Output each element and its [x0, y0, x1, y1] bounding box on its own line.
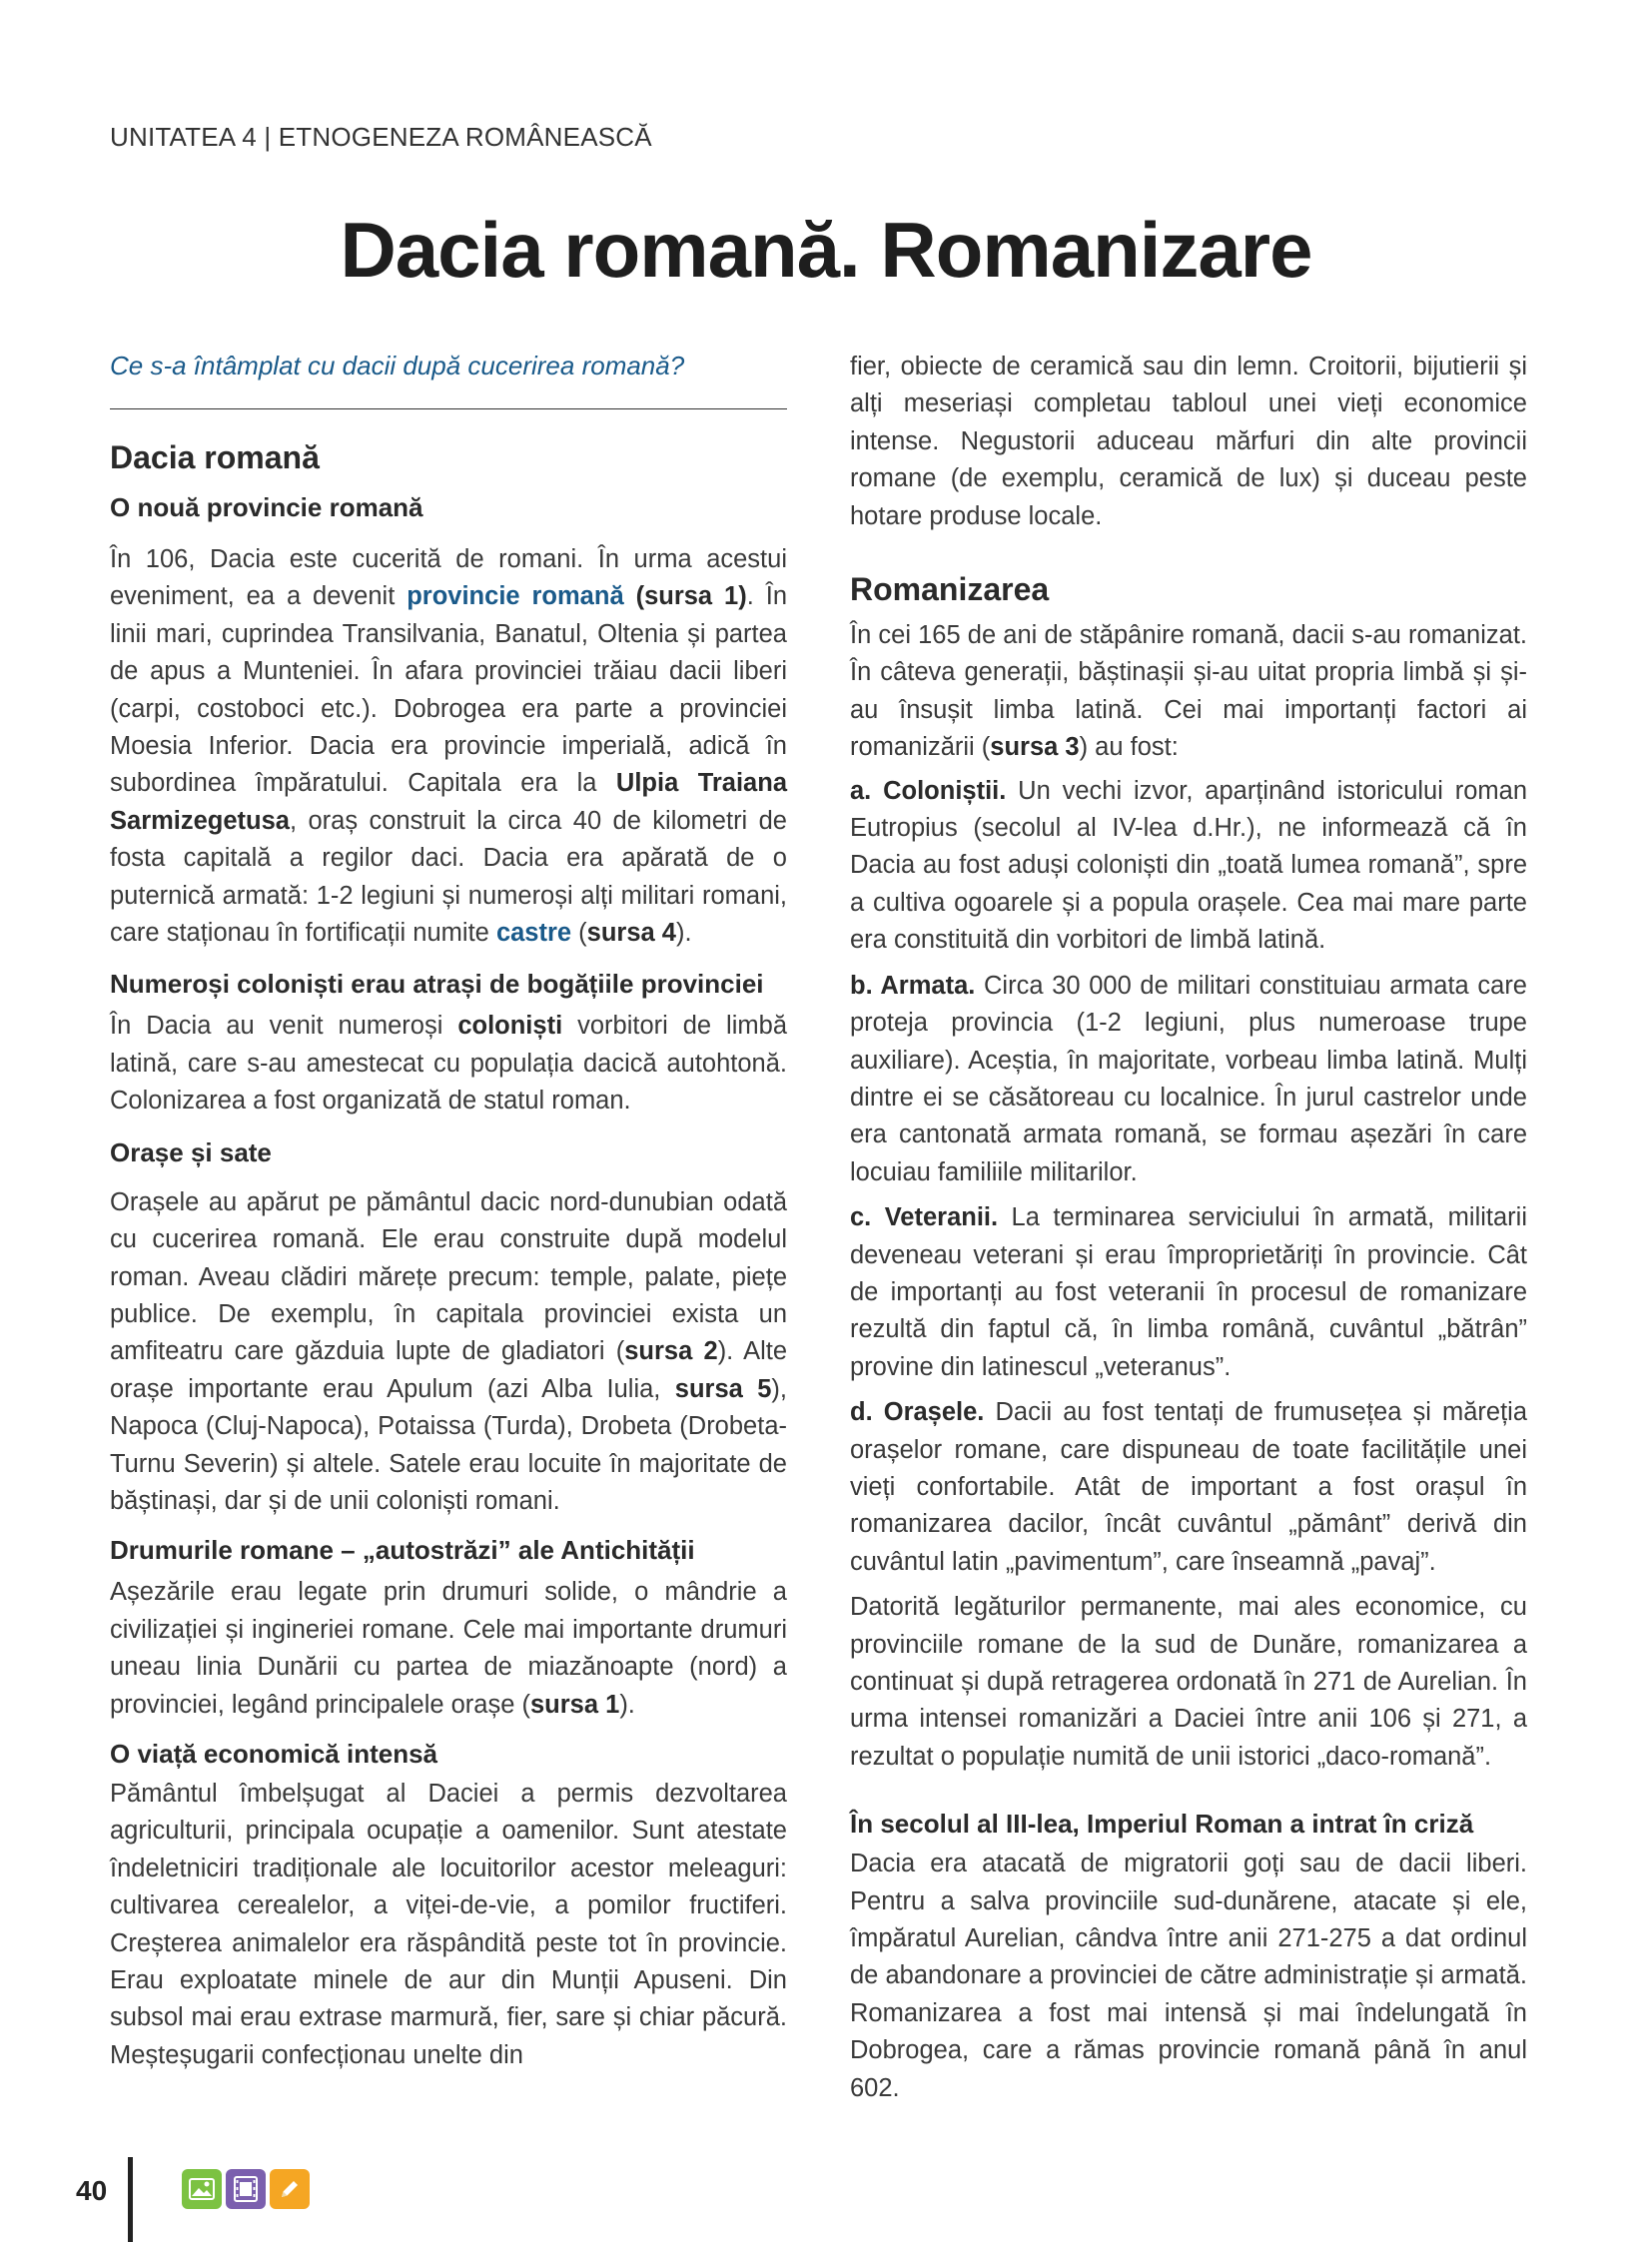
subheading-drumuri: Drumurile romane – „autostrăzi” ale Antichității — [110, 1535, 695, 1566]
left-column — [110, 348, 787, 2074]
subheading-provincie: O nouă provincie romană — [110, 492, 423, 522]
unit-header: UNITATEA 4 | ETNOGENEZA ROMÂNEASCĂ — [110, 122, 652, 152]
factor-label: d. Orașele. — [850, 1398, 985, 1427]
pencil-icon[interactable] — [270, 2169, 310, 2209]
image-icon[interactable] — [182, 2169, 222, 2209]
film-icon[interactable] — [226, 2169, 266, 2209]
right-column — [850, 349, 1527, 2107]
paragraph-drumuri: Așezările erau legate prin drumuri solide, o mândrie a civilizației și ingineriei romane. Cele mai importante drumuri uneau linia Dunării cu partea de miazănoapte (nord) a provinciei, legând principalele orașe (sursa 1). — [110, 1578, 787, 1719]
term-capital: Ulpia Traiana Sarmizegetusa — [110, 769, 787, 835]
term-provincie-romana: provincie romană — [407, 582, 624, 611]
factor-label: b. Armata. — [850, 971, 976, 1000]
page-title: Dacia romană. Romanizare — [340, 206, 1312, 294]
subheading-orase: Orașe și sate — [110, 1136, 272, 1167]
term-colonisti: coloniști — [457, 1012, 563, 1041]
paragraph-colonisti: În Dacia au venit numeroși coloniști vorbitori de limbă latină, care s-au amestecat cu populația dacică autohtonă. Colonizarea a fost organizată de statul roman. — [110, 1012, 787, 1116]
paragraph-provincie: În 106, Dacia este cucerită de romani. În urma acestui eveniment, ea a devenit provincie romană (sursa 1). În linii mari, cuprindea Transilvania, Banatul, Oltenia și partea de apus a Munteniei. În afara provinciei trăiau dacii liberi (carpi, costoboci etc.). Dobrogea era parte a provinciei Moesia Inferior. Dacia era provincie imperială, adică în subordinea împăratului. Capitala era la Ulpia Traiana Sarmizegetusa, oraș construit la circa 40 de kilometri de fosta capitală a regilor daci. Dacia era apărată de o puternică armată: 1-2 legiuni și numeroși alți militari romani, care staționau în fortificații numite castre (sursa 4). — [110, 545, 787, 948]
section-heading-romanizarea: Romanizarea — [850, 571, 1050, 608]
guiding-question: Ce s-a întâmplat cu dacii după cucerirea romană? — [110, 348, 787, 409]
paragraph-romanizare-intro: În cei 165 de ani de stăpânire romană, dacii s-au romanizat. În câteva generații, băștinașii și-au uitat propria limbă și și-au însușit limba latină. Cei mai importanți factori ai romanizării (sursa 3) au fost: — [850, 621, 1527, 762]
factor-armata: b. Armata. Circa 30 000 de militari constituiau armata care proteja provincia (1-2 legiuni, plus numeroase trupe auxiliare). Aceștia, în majoritate, vorbeau limba latină. Mulți dintre ei se căsătoreau cu localnice. În jurul castrelor unde era cantonată armata romană, se formau așezări în care locuiau familiile militarilor. — [850, 971, 1527, 1186]
paragraph-economie: Pământul îmbelșugat al Daciei a permis dezvoltarea agriculturii, principala ocupație a oamenilor. Sunt atestate îndeletniciri tradiționale ale locuitorilor acestor meleaguri: cultivarea cerealelor, a viței-de-vie, a pomilor fructiferi. Creșterea animalelor era răspândită peste tot în provincie. Erau exploatate minele de aur din Munții Apuseni. Din subsol mai erau extrase marmură, fier, sare și chiar păcură. Meșteșugarii confecționau unelte din — [110, 1779, 787, 2069]
factor-colonistii: a. Coloniștii. Un vechi izvor, aparținând istoricului roman Eutropius (secolul al IV-lea d.Hr.), ne informează că în Dacia au fost aduși coloniști din „toată lumea romană”, spre a cultiva ogoarele și a popula orașele. Cea mai mare parte era constituită din vorbitori de limbă latină. — [850, 776, 1528, 955]
page-number: 40 — [76, 2175, 108, 2206]
source-ref: sursa 2 — [624, 1337, 718, 1366]
subheading-economie: O viață economică intensă — [110, 1738, 438, 1769]
paragraph-criza: Dacia era atacată de migratorii goți sau de dacii liberi. Pentru a salva provinciile sud-dunărene, atacate și ele, împăratul Aurelian, cândva între anii 271-275 a dat ordinul de abandonare a provinciei de către administrație și armată. Romanizarea a fost mai intensă și mai îndelungată în Dobrogea, care a rămas provincie romană până în anul 602. — [850, 1850, 1527, 2102]
source-ref: (sursa 1) — [635, 582, 747, 611]
term-castre: castre — [495, 919, 572, 948]
factor-label: c. Veteranii. — [850, 1203, 999, 1232]
paragraph-orase: Orașele au apărut pe pământul dacic nord-dunubian odată cu cucerirea romană. Ele erau construite după modelul roman. Aveau clădiri mărețe precum: temple, palate, piețe publice. De exemplu, în capitala provinciei exista un amfiteatru care găzduia lupte de gladiatori (sursa 2). Alte orașe importante erau Apulum (azi Alba Iulia, sursa 5), Napoca (Cluj-Napoca), Potaissa (Turda), Drobeta (Drobeta-Turnu Severin) și altele. Satele erau locuite în majoritate de băștinași, dar și de unii coloniști romani. — [110, 1187, 788, 1515]
page-divider — [128, 2157, 133, 2242]
source-ref: sursa 1 — [530, 1690, 620, 1719]
source-ref: sursa 3 — [990, 733, 1080, 762]
subheading-colonisti: Numeroși coloniști erau atrași de bogățiile provinciei — [110, 969, 764, 1000]
factor-orasele: d. Orașele. Dacii au fost tentați de frumusețea și măreția orașelor romane, care dispuneau de toate facilitățile unei vieți confortabile. Atât de important a fost orașul în romanizarea dacilor, încât cuvântul „pământ” derivă din cuvântul latin „pavimentum”, care înseamnă „pavaj”. — [850, 1398, 1528, 1576]
subheading-criza: În secolul al III-lea, Imperiul Roman a intrat în criză — [850, 1809, 1474, 1840]
paragraph-economie-cont: fier, obiecte de ceramică sau din lemn. Croitorii, bijutierii și alți meseriași completau tabloul unei vieți economice intense. Negustorii aduceau mărfuri din alte provincii romane (de exemplu, ceramică de lux) și duceau peste hotare produse locale. — [850, 353, 1527, 530]
section-heading-dacia-romana: Dacia romană — [110, 439, 320, 475]
source-ref: sursa 4 — [586, 919, 676, 948]
factor-label: a. Coloniștii. — [850, 776, 1007, 805]
paragraph-datorita: Datorită legăturilor permanente, mai ales economice, cu provinciile romane de la sud de Dunăre, romanizarea a continuat și după retragerea ordonată în 271 de Aurelian. În urma intensei romanizări a Daciei între anii 106 și 271, a rezultat o populație numită de unii istorici „daco-romană”. — [850, 1593, 1527, 1771]
resource-icons — [182, 2169, 310, 2209]
source-ref: sursa 5 — [674, 1374, 772, 1403]
factor-veteranii: c. Veteranii. La terminarea serviciului în armată, militarii deveneau veterani și erau împroprietăriți în provincie. Cât de importanți au fost veteranii în procesul de romanizare rezultă din faptul că, în limba română, cuvântul „bătrân” provine din latinescul „veteranus”. — [850, 1203, 1527, 1381]
